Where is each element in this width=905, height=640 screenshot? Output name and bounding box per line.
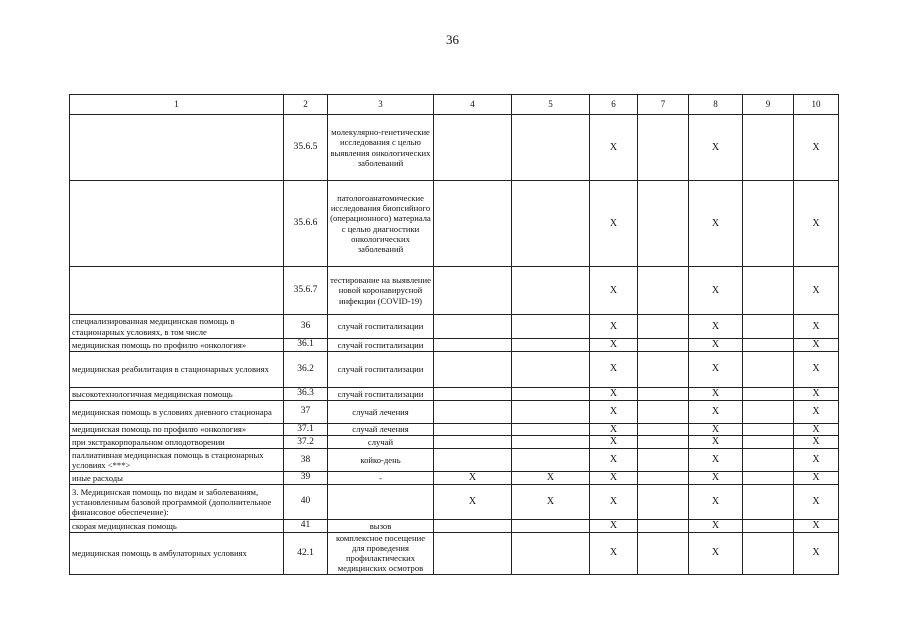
- cell-col-1: медицинская помощь по профилю «онкология»: [70, 423, 284, 436]
- cell-col-7: [638, 315, 689, 339]
- cell-col-6: X: [590, 181, 638, 267]
- cell-col-3: случай госпитализации: [328, 315, 434, 339]
- cell-col-1: специализированная медицинская помощь в стационарных условиях, в том числе: [70, 315, 284, 339]
- cell-col-4: [434, 423, 512, 436]
- cell-col-5: [512, 387, 590, 400]
- cell-col-6: X: [590, 532, 638, 574]
- cell-col-2: 39: [284, 472, 328, 485]
- header-cell: 10: [794, 95, 839, 115]
- cell-col-6: X: [590, 387, 638, 400]
- cell-col-6: X: [590, 472, 638, 485]
- cell-col-1: при экстракорпоральном оплодотворении: [70, 436, 284, 449]
- cell-col-1: высокотехнологичная медицинская помощь: [70, 387, 284, 400]
- cell-col-9: [743, 267, 794, 315]
- cell-col-8: X: [689, 484, 743, 519]
- cell-col-1: медицинская реабилитация в стационарных условиях: [70, 351, 284, 387]
- cell-col-8: X: [689, 449, 743, 472]
- cell-col-7: [638, 449, 689, 472]
- cell-col-2: 36.3: [284, 387, 328, 400]
- cell-col-8: X: [689, 532, 743, 574]
- cell-col-7: [638, 339, 689, 352]
- header-cell: 8: [689, 95, 743, 115]
- table-row: [70, 351, 839, 387]
- header-row: [70, 95, 839, 115]
- cell-col-4: [434, 519, 512, 532]
- cell-col-2: 36: [284, 315, 328, 339]
- cell-col-7: [638, 532, 689, 574]
- cell-col-4: [434, 436, 512, 449]
- cell-col-5: [512, 181, 590, 267]
- cell-col-10: X: [794, 181, 839, 267]
- cell-col-2: 35.6.7: [284, 267, 328, 315]
- cell-col-6: X: [590, 267, 638, 315]
- cell-col-8: X: [689, 115, 743, 181]
- cell-col-9: [743, 484, 794, 519]
- cell-col-3: [328, 484, 434, 519]
- cell-col-5: X: [512, 472, 590, 485]
- cell-col-1: паллиативная медицинская помощь в стационарных условиях <***>: [70, 449, 284, 472]
- cell-col-9: [743, 400, 794, 423]
- cell-col-9: [743, 532, 794, 574]
- cell-col-3: койко-день: [328, 449, 434, 472]
- cell-col-8: X: [689, 387, 743, 400]
- cell-col-4: [434, 387, 512, 400]
- cell-col-6: X: [590, 423, 638, 436]
- cell-col-5: [512, 315, 590, 339]
- table-row: [70, 472, 839, 485]
- cell-col-1: медицинская помощь в условиях дневного стационара: [70, 400, 284, 423]
- cell-col-9: [743, 387, 794, 400]
- cell-col-3: случай лечения: [328, 400, 434, 423]
- table-row: [70, 267, 839, 315]
- cell-col-4: [434, 315, 512, 339]
- cell-col-9: [743, 315, 794, 339]
- cell-col-4: [434, 339, 512, 352]
- cell-col-10: X: [794, 115, 839, 181]
- cell-col-6: X: [590, 351, 638, 387]
- cell-col-4: X: [434, 472, 512, 485]
- cell-col-8: X: [689, 472, 743, 485]
- cell-col-7: [638, 436, 689, 449]
- cell-col-7: [638, 472, 689, 485]
- cell-col-9: [743, 436, 794, 449]
- cell-col-10: X: [794, 423, 839, 436]
- cell-col-6: X: [590, 436, 638, 449]
- cell-col-3: -: [328, 472, 434, 485]
- header-cell: 6: [590, 95, 638, 115]
- table-row: [70, 400, 839, 423]
- cell-col-4: [434, 532, 512, 574]
- cell-col-3: вызов: [328, 519, 434, 532]
- cell-col-7: [638, 400, 689, 423]
- cell-col-3: патологоанатомические исследования биопсийного (операционного) материала с целью диагностики онкологических заболеваний: [328, 181, 434, 267]
- cell-col-3: случай: [328, 436, 434, 449]
- table-row: [70, 449, 839, 472]
- header-cell: 4: [434, 95, 512, 115]
- cell-col-4: [434, 115, 512, 181]
- data-table: [69, 94, 839, 575]
- table-row: [70, 519, 839, 532]
- cell-col-5: [512, 267, 590, 315]
- cell-col-3: комплексное посещение для проведения профилактических медицинских осмотров: [328, 532, 434, 574]
- cell-col-10: X: [794, 449, 839, 472]
- header-cell: 1: [70, 95, 284, 115]
- header-cell: 5: [512, 95, 590, 115]
- cell-col-5: [512, 423, 590, 436]
- cell-col-5: X: [512, 484, 590, 519]
- cell-col-4: [434, 267, 512, 315]
- cell-col-1: скорая медицинская помощь: [70, 519, 284, 532]
- cell-col-10: X: [794, 472, 839, 485]
- cell-col-3: тестирование на выявление новой коронавирусной инфекции (COVID-19): [328, 267, 434, 315]
- header-cell: 2: [284, 95, 328, 115]
- cell-col-6: X: [590, 339, 638, 352]
- header-cell: 3: [328, 95, 434, 115]
- cell-col-6: X: [590, 484, 638, 519]
- cell-col-1: [70, 267, 284, 315]
- cell-col-8: X: [689, 339, 743, 352]
- cell-col-4: [434, 181, 512, 267]
- table-row: [70, 181, 839, 267]
- cell-col-2: 35.6.6: [284, 181, 328, 267]
- cell-col-2: 36.1: [284, 339, 328, 352]
- table-row: [70, 387, 839, 400]
- header-cell: 7: [638, 95, 689, 115]
- cell-col-10: X: [794, 339, 839, 352]
- cell-col-9: [743, 423, 794, 436]
- table-row: [70, 315, 839, 339]
- cell-col-5: [512, 351, 590, 387]
- cell-col-8: X: [689, 315, 743, 339]
- cell-col-7: [638, 519, 689, 532]
- cell-col-9: [743, 115, 794, 181]
- cell-col-3: случай госпитализации: [328, 339, 434, 352]
- cell-col-2: 36.2: [284, 351, 328, 387]
- cell-col-2: 38: [284, 449, 328, 472]
- cell-col-3: случай госпитализации: [328, 351, 434, 387]
- cell-col-2: 35.6.5: [284, 115, 328, 181]
- cell-col-9: [743, 351, 794, 387]
- cell-col-4: [434, 351, 512, 387]
- cell-col-8: X: [689, 436, 743, 449]
- cell-col-7: [638, 267, 689, 315]
- cell-col-8: X: [689, 181, 743, 267]
- cell-col-1: медицинская помощь по профилю «онкология»: [70, 339, 284, 352]
- table-row: [70, 484, 839, 519]
- cell-col-3: случай лечения: [328, 423, 434, 436]
- cell-col-7: [638, 387, 689, 400]
- cell-col-8: X: [689, 400, 743, 423]
- cell-col-10: X: [794, 400, 839, 423]
- table-row: [70, 532, 839, 574]
- cell-col-8: X: [689, 519, 743, 532]
- cell-col-5: [512, 449, 590, 472]
- table-row: [70, 436, 839, 449]
- cell-col-3: случай госпитализации: [328, 387, 434, 400]
- cell-col-10: X: [794, 351, 839, 387]
- cell-col-5: [512, 519, 590, 532]
- cell-col-2: 37.1: [284, 423, 328, 436]
- cell-col-7: [638, 484, 689, 519]
- cell-col-7: [638, 181, 689, 267]
- cell-col-8: X: [689, 267, 743, 315]
- cell-col-10: X: [794, 267, 839, 315]
- cell-col-1: иные расходы: [70, 472, 284, 485]
- cell-col-10: X: [794, 484, 839, 519]
- cell-col-9: [743, 519, 794, 532]
- cell-col-9: [743, 181, 794, 267]
- cell-col-2: 37: [284, 400, 328, 423]
- cell-col-10: X: [794, 315, 839, 339]
- cell-col-9: [743, 339, 794, 352]
- table-row: [70, 423, 839, 436]
- cell-col-8: X: [689, 351, 743, 387]
- cell-col-6: X: [590, 115, 638, 181]
- header-cell: 9: [743, 95, 794, 115]
- cell-col-4: [434, 400, 512, 423]
- cell-col-1: [70, 115, 284, 181]
- cell-col-8: X: [689, 423, 743, 436]
- cell-col-1: 3. Медицинская помощь по видам и заболеваниям, установленным базовой программой (дополнительное финансовое обеспечение):: [70, 484, 284, 519]
- cell-col-1: медицинская помощь в амбулаторных условиях: [70, 532, 284, 574]
- cell-col-10: X: [794, 387, 839, 400]
- cell-col-9: [743, 472, 794, 485]
- cell-col-4: [434, 449, 512, 472]
- cell-col-7: [638, 423, 689, 436]
- cell-col-5: [512, 339, 590, 352]
- cell-col-5: [512, 436, 590, 449]
- cell-col-7: [638, 351, 689, 387]
- cell-col-6: X: [590, 449, 638, 472]
- cell-col-6: X: [590, 400, 638, 423]
- cell-col-2: 40: [284, 484, 328, 519]
- cell-col-3: молекулярно-генетические исследования с целью выявления онкологических заболеваний: [328, 115, 434, 181]
- cell-col-4: X: [434, 484, 512, 519]
- cell-col-5: [512, 400, 590, 423]
- cell-col-2: 41: [284, 519, 328, 532]
- cell-col-10: X: [794, 519, 839, 532]
- cell-col-9: [743, 449, 794, 472]
- page-number: 36: [446, 32, 459, 47]
- cell-col-7: [638, 115, 689, 181]
- cell-col-1: [70, 181, 284, 267]
- cell-col-10: X: [794, 532, 839, 574]
- cell-col-10: X: [794, 436, 839, 449]
- cell-col-2: 37.2: [284, 436, 328, 449]
- cell-col-5: [512, 532, 590, 574]
- table-row: [70, 115, 839, 181]
- table-row: [70, 339, 839, 352]
- cell-col-6: X: [590, 315, 638, 339]
- cell-col-2: 42.1: [284, 532, 328, 574]
- cell-col-5: [512, 115, 590, 181]
- cell-col-6: X: [590, 519, 638, 532]
